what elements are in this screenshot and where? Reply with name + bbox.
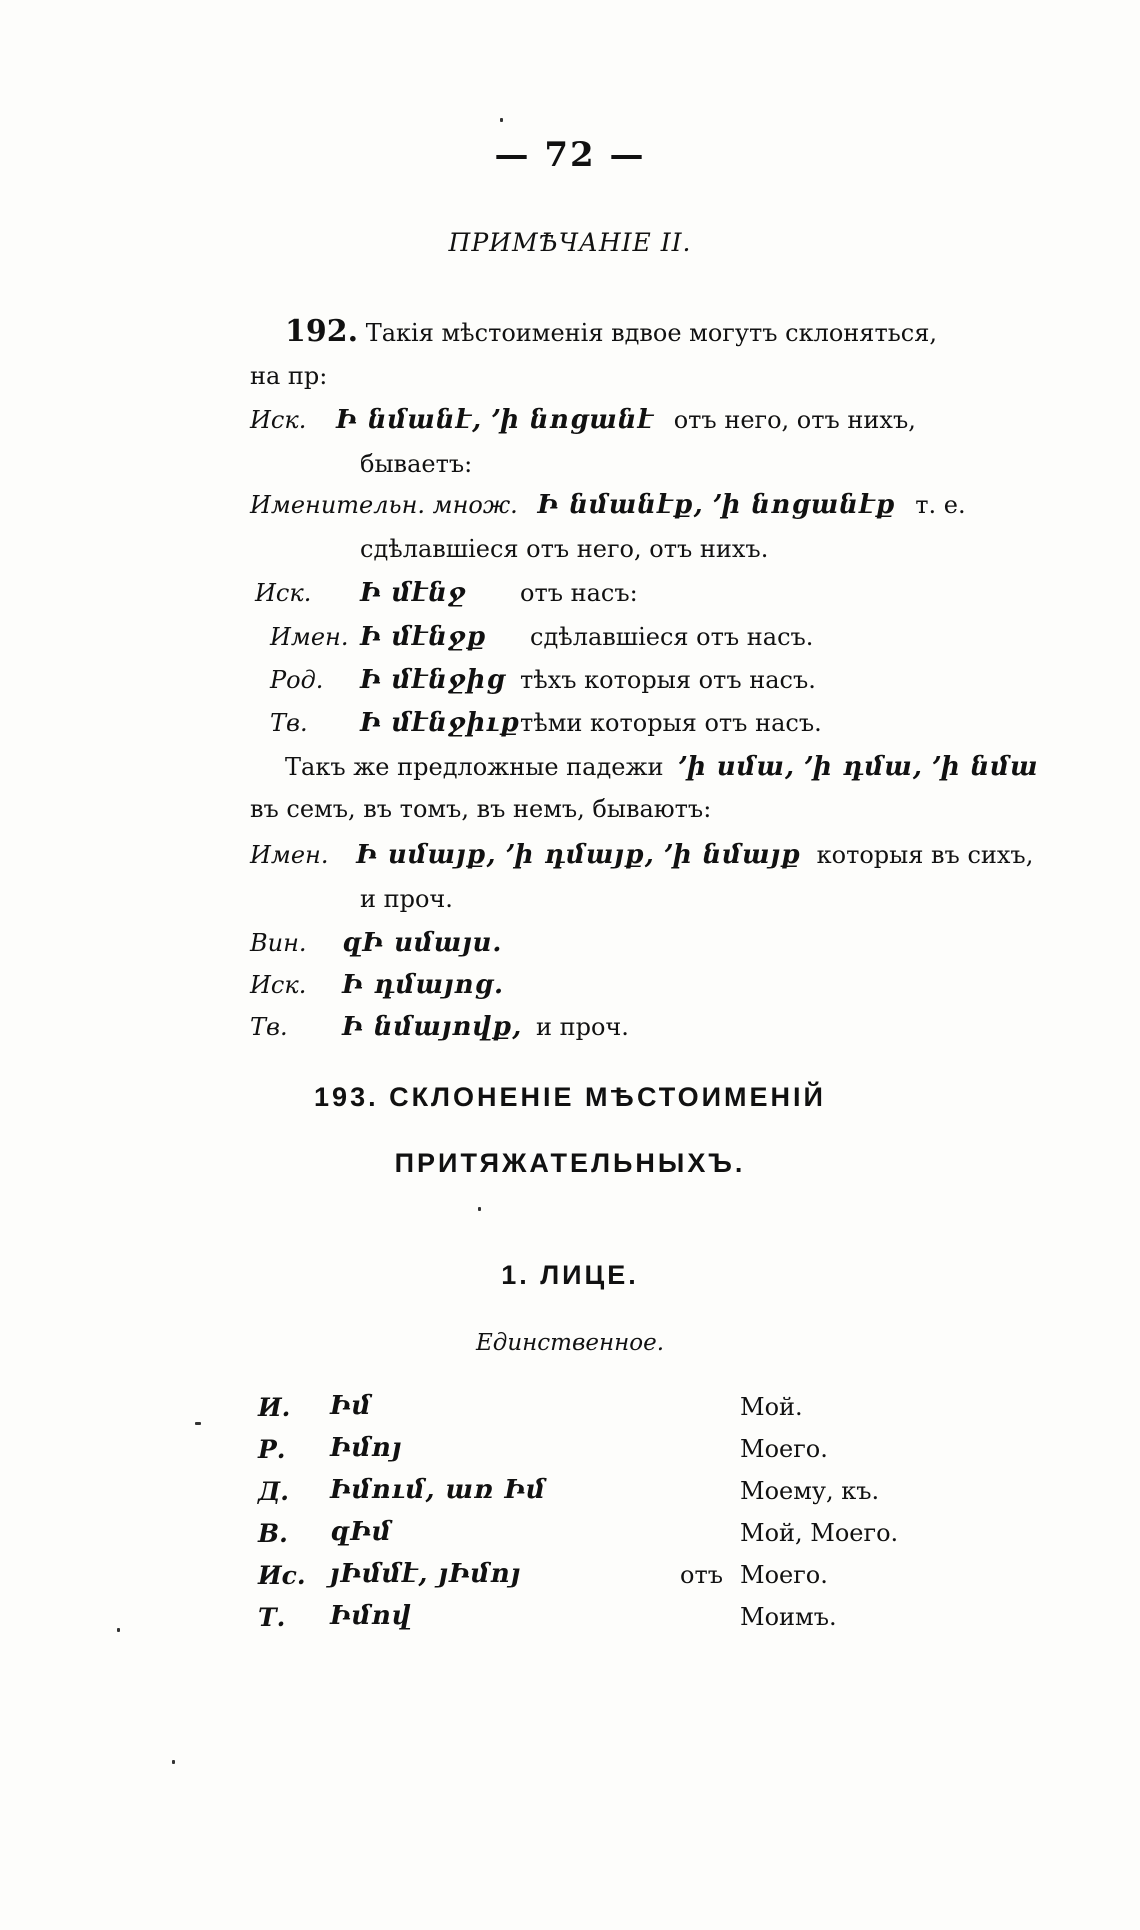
case-label: Род. (270, 666, 324, 694)
preposition: отъ (680, 1561, 723, 1589)
armenian-text: Ի մէնջք (360, 622, 487, 652)
armenian-text: զԻմ (330, 1517, 392, 1547)
armenian-text: յԻմմէ, յԻմոյ (330, 1559, 522, 1589)
person-heading: 1. ЛИЦЕ. (501, 1260, 639, 1290)
case-label: Имен. (270, 623, 349, 651)
case-label: В. (258, 1519, 288, 1548)
translation: сдѣлавшiеся отъ насъ. (530, 623, 814, 651)
table-row (270, 708, 822, 738)
para-192-line1 (285, 314, 937, 349)
example-2-cont: сдѣлавшiеся отъ него, отъ нихъ. (360, 535, 769, 563)
speck (195, 1422, 201, 1425)
translation: и проч. (535, 1013, 629, 1041)
case-label: Иск. (250, 406, 307, 434)
table-row (270, 665, 816, 695)
armenian-text: Իմով (330, 1601, 412, 1631)
armenian-text: Ի նմանէք, ՚ի նոցանէք (537, 490, 896, 520)
case-label: Тв. (270, 709, 308, 737)
armenian-text: զԻ սմայս. (342, 928, 503, 958)
armenian-text: Ի մէնջ (360, 578, 467, 608)
armenian-text: Ի մէնջից (360, 665, 506, 695)
para-2-line1 (285, 752, 1039, 782)
armenian-text: Ի նմանէ, ՚ի նոցանէ (335, 405, 655, 435)
speck (117, 1628, 120, 1632)
example-1 (250, 405, 916, 435)
para-2-line2: въ семъ, въ томъ, въ немъ, бываютъ: (250, 795, 712, 823)
translation: Мой, Моего. (740, 1519, 899, 1547)
table-row (250, 970, 504, 1000)
case-label: Р. (258, 1435, 286, 1464)
case-label: Именительн. множ. (250, 491, 518, 519)
translation: отъ него, отъ нихъ, (673, 406, 916, 434)
case-label: Имен. (250, 841, 329, 869)
armenian-text: Ի դմայոց. (342, 970, 505, 1000)
case-label: И. (258, 1393, 291, 1422)
case-label: Вин. (250, 929, 307, 957)
translation: Мой. (740, 1393, 803, 1421)
translation: отъ насъ: (520, 579, 638, 607)
para-number: 192. (285, 314, 359, 349)
para-text: Такія мѣстоименія вдвое могутъ склоняться, (365, 319, 937, 347)
case-label: Иск. (250, 971, 307, 999)
speck (500, 118, 503, 122)
armenian-text: ՚ի սմա, ՚ի դմա, ՚ի նմա (679, 752, 1039, 782)
armenian-text: Իմ (330, 1391, 372, 1421)
section-heading: 193. СКЛОНЕНІЕ МѢСТОИМЕНІЙ (314, 1082, 826, 1112)
note-heading: ПРИМѢЧАНІЕ II. (448, 228, 692, 257)
armenian-text: Ի սմայք, ՚ի դմայք, ՚ի նմայք (356, 840, 801, 870)
armenian-text: Իմոյ (330, 1433, 403, 1463)
armenian-text: Իմում, առ Իմ (330, 1475, 547, 1505)
translation: тѣхъ которыя отъ насъ. (520, 666, 816, 694)
example-2 (250, 490, 966, 520)
case-label: Ис. (258, 1561, 306, 1590)
example-3-cont: и проч. (360, 885, 453, 913)
table-row (250, 928, 502, 958)
translation: Моего. (740, 1435, 828, 1463)
speck (478, 1207, 481, 1211)
case-label: Тв. (250, 1013, 288, 1041)
translation: тѣми которыя отъ насъ. (520, 709, 822, 737)
translation: Моему, къ. (740, 1477, 880, 1505)
translation: которыя въ сихъ, (816, 841, 1034, 869)
table-row (270, 622, 813, 652)
table-row (255, 578, 638, 608)
page-number: — 72 — (494, 135, 646, 175)
table-row (250, 1012, 629, 1042)
translation: Моимъ. (740, 1603, 837, 1631)
translation: Моего. (740, 1561, 828, 1589)
translation: т. е. (915, 491, 966, 519)
example-3 (250, 840, 1033, 870)
case-label: Иск. (255, 579, 312, 607)
number-heading: Единственное. (475, 1330, 665, 1356)
speck (172, 1760, 175, 1764)
para-192-line2: на пр: (250, 362, 328, 390)
case-label: Д. (258, 1477, 289, 1506)
section-subheading: ПРИТЯЖАТЕЛЬНЫХЪ. (394, 1148, 746, 1178)
case-label: Т. (258, 1603, 286, 1632)
armenian-text: Ի նմայովք, (342, 1012, 523, 1042)
example-1-cont: бываетъ: (360, 450, 473, 478)
para-text: Такъ же предложные падежи (285, 753, 664, 781)
armenian-text: Ի մէնջիւք (360, 708, 521, 738)
